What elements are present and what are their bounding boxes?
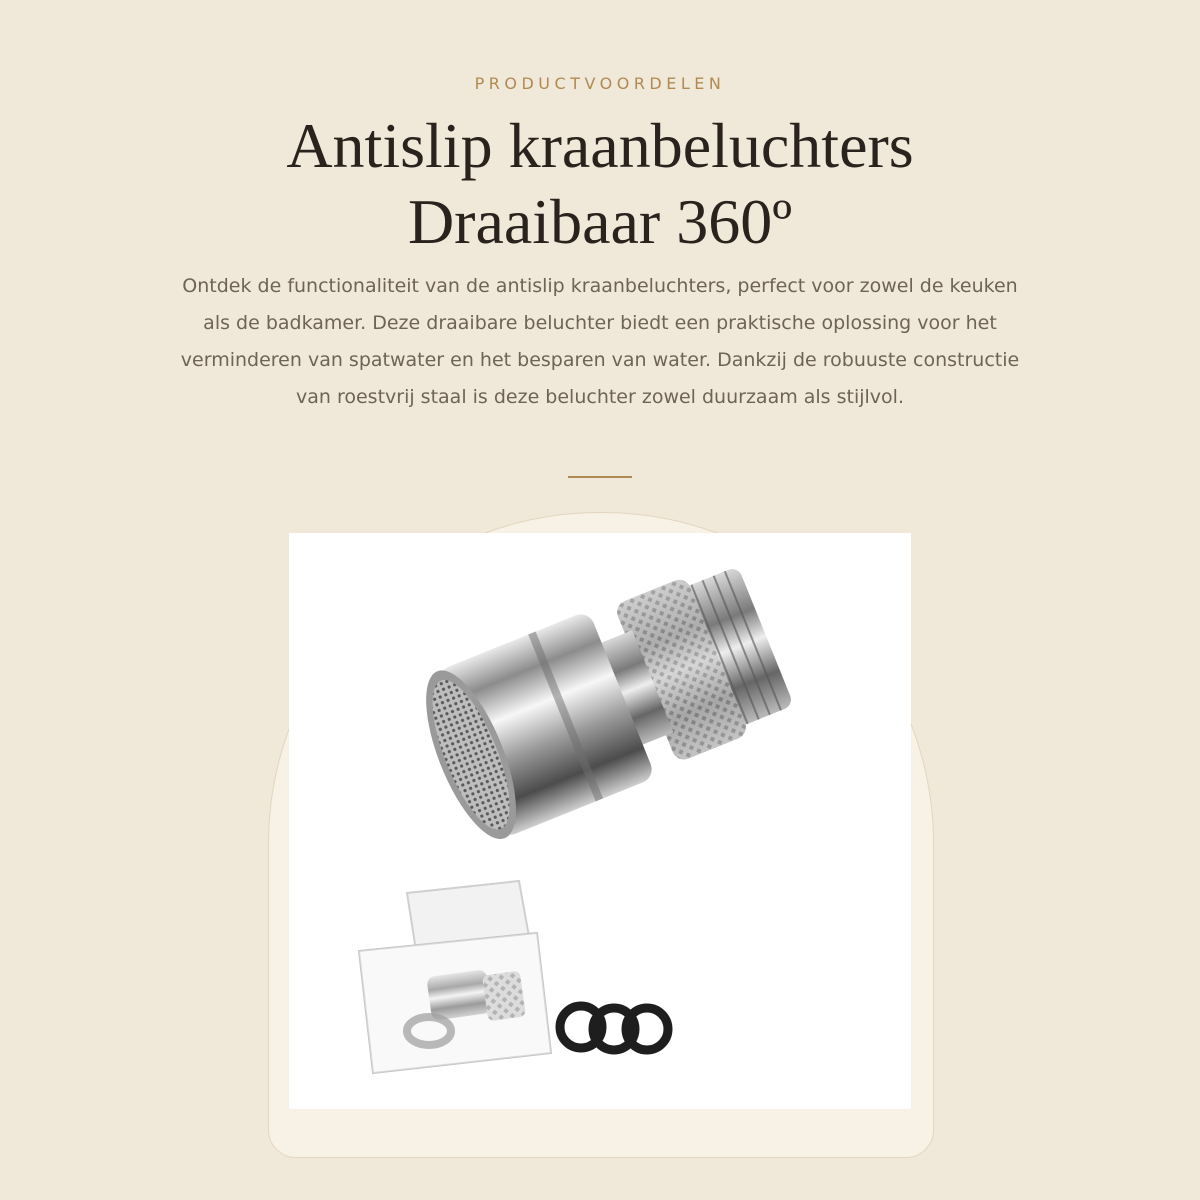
washer-rings-illustration	[560, 1006, 668, 1050]
title-line-2: Draaibaar 360º	[407, 186, 793, 257]
storage-case-illustration	[359, 881, 551, 1073]
aerator-illustration	[408, 552, 800, 850]
product-photo	[289, 533, 911, 1109]
section-divider	[568, 476, 632, 478]
page-title	[0, 108, 1200, 260]
title-line-1: Antislip kraanbeluchters	[286, 110, 914, 181]
eyebrow-label: PRODUCTVOORDELEN	[474, 74, 726, 93]
product-description: Ontdek de functionaliteit van de antislip kraanbeluchters, perfect voor zowel de keuken als de badkamer. Deze draaibare beluchter biedt een praktische oplossing voor het verminderen van spatwater en het besparen van water. Dankzij de robuuste constructie van roestvrij staal is deze beluchter zowel duurzaam als stijlvol.	[180, 275, 1020, 408]
